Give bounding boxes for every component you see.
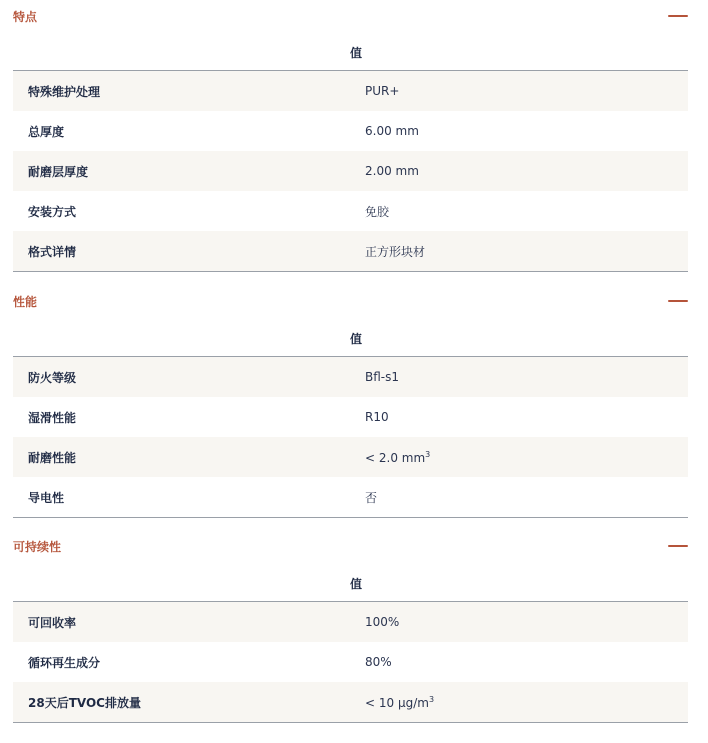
spec-table-features [13,35,688,71]
row-value: 2.00 mm [350,151,688,191]
row-value: PUR+ [350,71,688,111]
value-text: < 2.0 mm [365,450,426,465]
row-label: 湿滑性能 [28,410,77,425]
section-header-performance[interactable] [13,291,688,311]
section-title: 性能 [13,294,38,309]
spec-table-performance-body [13,357,688,518]
table-row [13,397,688,437]
spec-table-performance [13,321,688,357]
row-label: 格式详情 [13,231,350,272]
value-text: < 10 µg/m [365,695,429,710]
section-title: 特点 [13,9,38,24]
table-row [13,111,688,151]
row-label: 防火等级 [13,357,350,397]
section-header-features[interactable] [13,6,688,26]
table-row [13,191,688,231]
section-title: 可持续性 [13,539,62,554]
row-label: 耐磨层厚度 [13,151,350,191]
spec-table-features-body [13,71,688,272]
row-value: R10 [365,410,389,424]
row-label: 可回收率 [13,602,350,642]
row-value: 80% [365,655,392,669]
table-row [13,682,688,723]
row-value [350,437,688,477]
table-row [13,71,688,111]
minus-icon[interactable] [668,300,688,302]
row-value: 否 [350,477,688,518]
table-row [13,151,688,191]
row-label: 安装方式 [28,204,77,219]
value-column-header: 值 [13,35,688,71]
row-label: 总厚度 [28,124,65,139]
table-row [13,357,688,397]
value-column-header: 值 [13,566,688,602]
table-row [13,231,688,272]
row-value: 免胶 [365,204,390,219]
section-header-sustainability[interactable] [13,536,688,556]
row-value: 6.00 mm [365,124,419,138]
spec-table-sustainability-body [13,602,688,723]
value-column-header: 值 [13,321,688,357]
table-row [13,437,688,477]
table-row [13,477,688,518]
row-label: 耐磨性能 [13,437,350,477]
row-value [350,682,688,723]
spec-table-sustainability [13,566,688,602]
table-row [13,642,688,682]
unit-exponent: 3 [428,694,435,704]
row-label: 循环再生成分 [28,655,101,670]
row-label: 特殊维护处理 [13,71,350,111]
unit-exponent: 3 [425,449,431,459]
row-value: Bfl-s1 [350,357,688,397]
minus-icon[interactable] [668,15,688,17]
row-label: 28天后TVOC排放量 [13,682,350,723]
row-label: 导电性 [13,477,350,518]
minus-icon[interactable] [668,545,688,547]
row-value: 100% [350,602,688,642]
table-row [13,602,688,642]
row-value: 正方形块材 [350,231,688,272]
